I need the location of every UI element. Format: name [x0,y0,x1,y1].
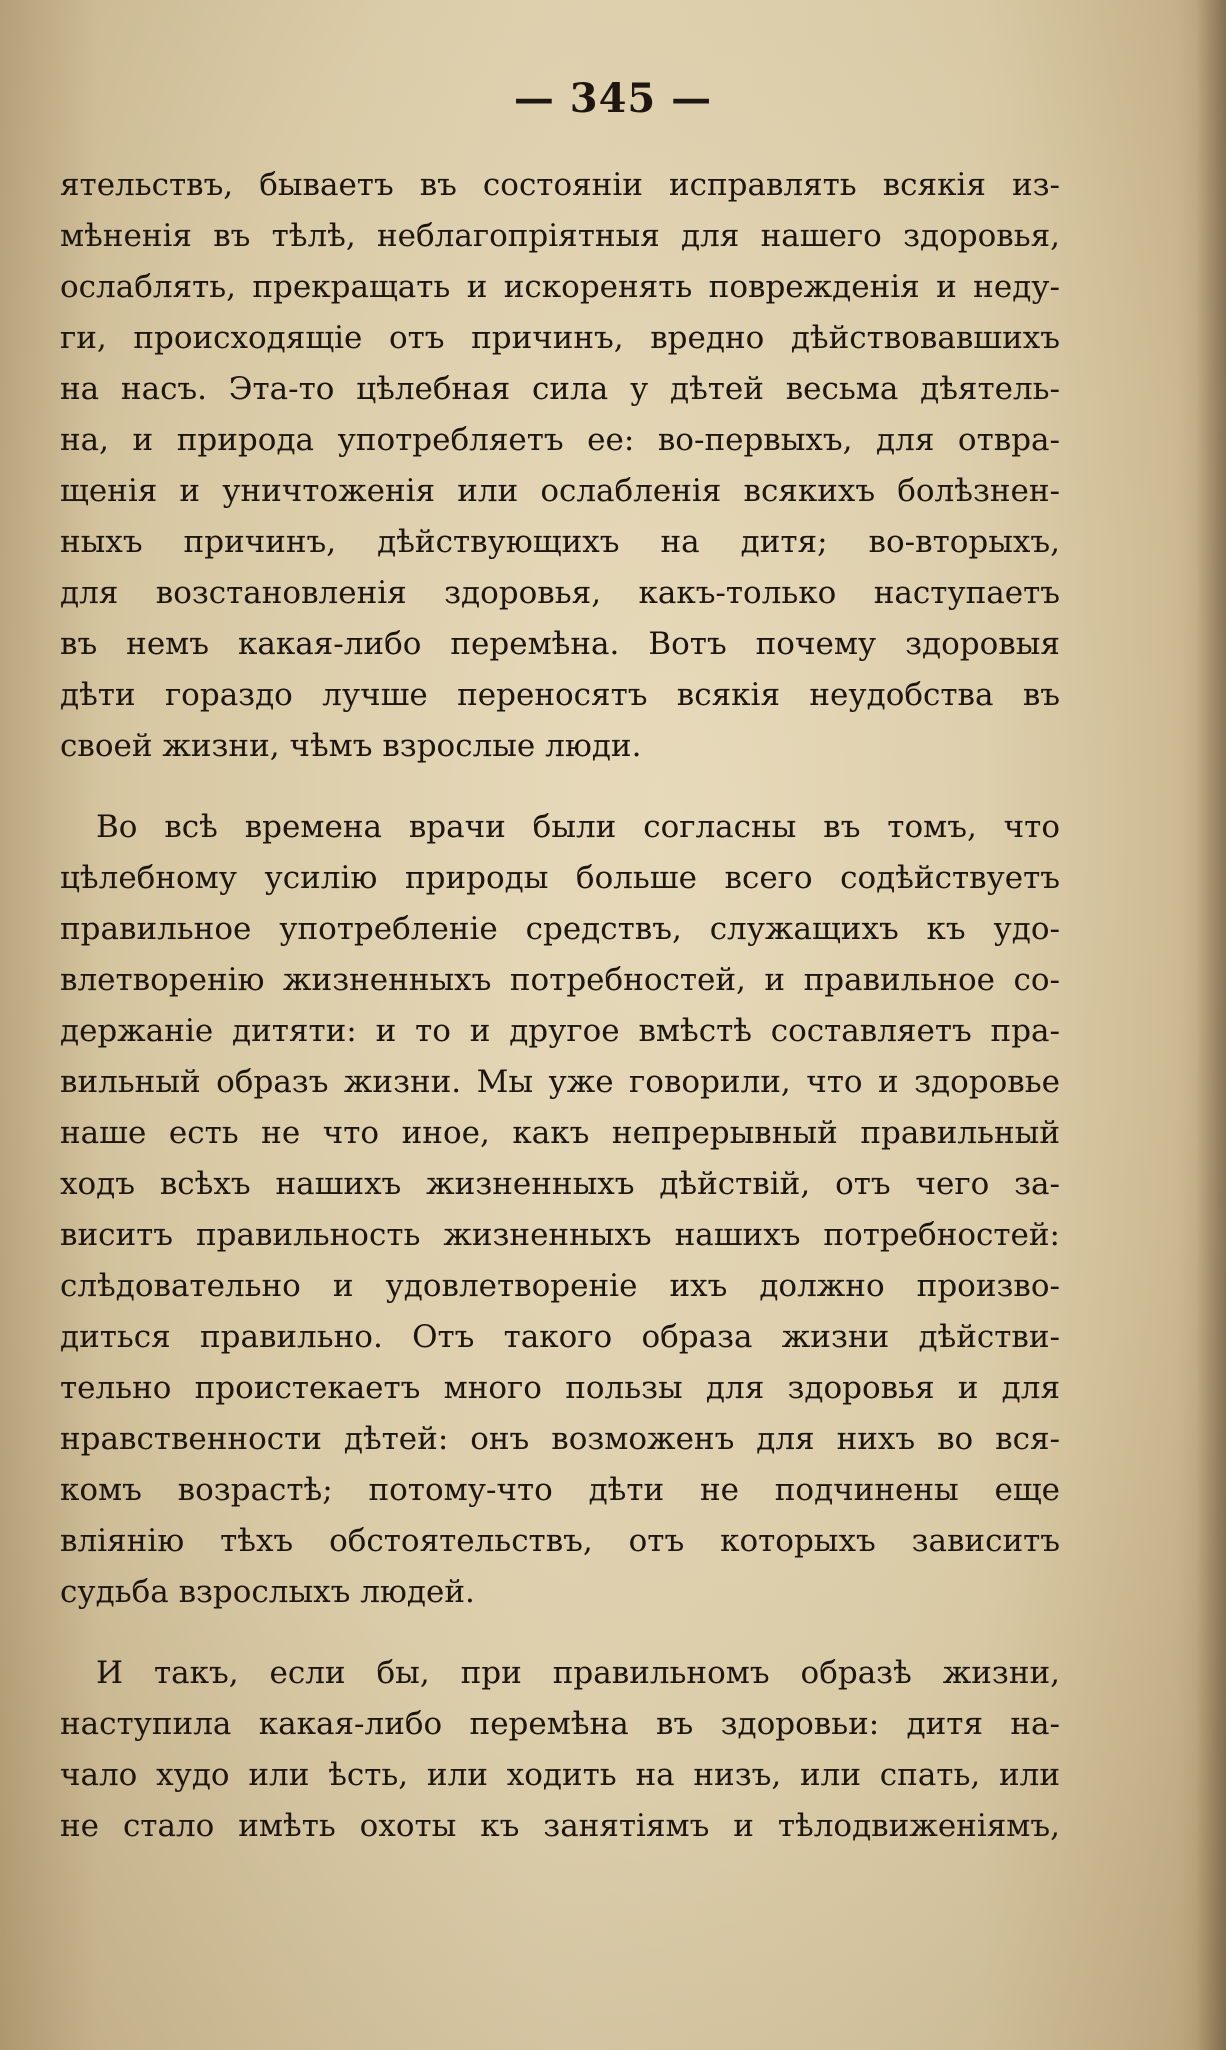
page-edge-shadow [1196,0,1226,2050]
text-line: не стало имѣть охоты къ занятіямъ и тѣлодвиженіямъ, [60,1808,1060,1844]
text-line: вильный образъ жизни. Мы уже говорили, что и здоровье [60,1064,1060,1100]
text-line: вліянію тѣхъ обстоятельствъ, отъ которыхъ зависитъ [60,1523,1060,1559]
text-line: влетворенію жизненныхъ потребностей, и правильное со- [60,962,1060,998]
body-text [60,160,1060,1852]
page-number: — 345 — [513,75,713,122]
text-line: чало худо или ѣсть, или ходить на низъ, или спать, или [60,1757,1060,1793]
text-line: правильное употребленіе средствъ, служащихъ къ удо- [60,911,1060,947]
text-line: тельно проистекаетъ много пользы для здоровья и для [60,1370,1060,1406]
text-line: держаніе дитяти: и то и другое вмѣстѣ составляетъ пра- [60,1013,1060,1049]
paragraph [60,1648,1060,1852]
text-line: ятельствъ, бываетъ въ состояніи исправлять всякія из- [60,167,1060,203]
text-line: мѣненія въ тѣлѣ, неблагопріятныя для нашего здоровья, [60,218,1060,254]
text-line: ходъ всѣхъ нашихъ жизненныхъ дѣйствій, отъ чего за- [60,1166,1060,1202]
paragraph-gap [60,772,1060,802]
text-line: своей жизни, чѣмъ взрослые люди. [60,728,642,764]
text-line: въ немъ какая-либо перемѣна. Вотъ почему здоровыя [60,626,1060,662]
text-line: цѣлебному усилію природы больше всего содѣйствуетъ [60,860,1060,896]
text-line: ги, происходящіе отъ причинъ, вредно дѣйствовавшихъ [60,320,1060,356]
paragraph [60,160,1060,772]
text-line: ослаблять, прекращать и искоренять поврежденія и неду- [60,269,1060,305]
text-line: наступила какая-либо перемѣна въ здоровьи: дитя на- [60,1706,1060,1742]
text-line: судьба взрослыхъ людей. [60,1574,475,1610]
text-line: И такъ, если бы, при правильномъ образѣ жизни, [96,1655,1060,1691]
text-line: слѣдовательно и удовлетвореніе ихъ должно произво- [60,1268,1060,1304]
text-line: нравственности дѣтей: онъ возможенъ для нихъ во вся- [60,1421,1060,1457]
text-line: комъ возрастѣ; потому-что дѣти не подчинены еще [60,1472,1060,1508]
text-line: наше есть не что иное, какъ непрерывный правильный [60,1115,1060,1151]
text-line: дѣти гораздо лучше переносятъ всякія неудобства въ [60,677,1060,713]
text-line: ныхъ причинъ, дѣйствующихъ на дитя; во-вторыхъ, [60,524,1060,560]
text-line: для возстановленія здоровья, какъ-только наступаетъ [60,575,1060,611]
paragraph [60,802,1060,1618]
text-line: виситъ правильность жизненныхъ нашихъ потребностей: [60,1217,1060,1253]
text-line: щенія и уничтоженія или ослабленія всякихъ болѣзнен- [60,473,1060,509]
text-line: на, и природа употребляетъ ее: во-первыхъ, для отвра- [60,422,1060,458]
paragraph-gap [60,1618,1060,1648]
text-line: на насъ. Эта-то цѣлебная сила у дѣтей весьма дѣятель- [60,371,1060,407]
text-line: диться правильно. Отъ такого образа жизни дѣйстви- [60,1319,1060,1355]
text-line: Во всѣ времена врачи были согласны въ томъ, что [96,809,1060,845]
